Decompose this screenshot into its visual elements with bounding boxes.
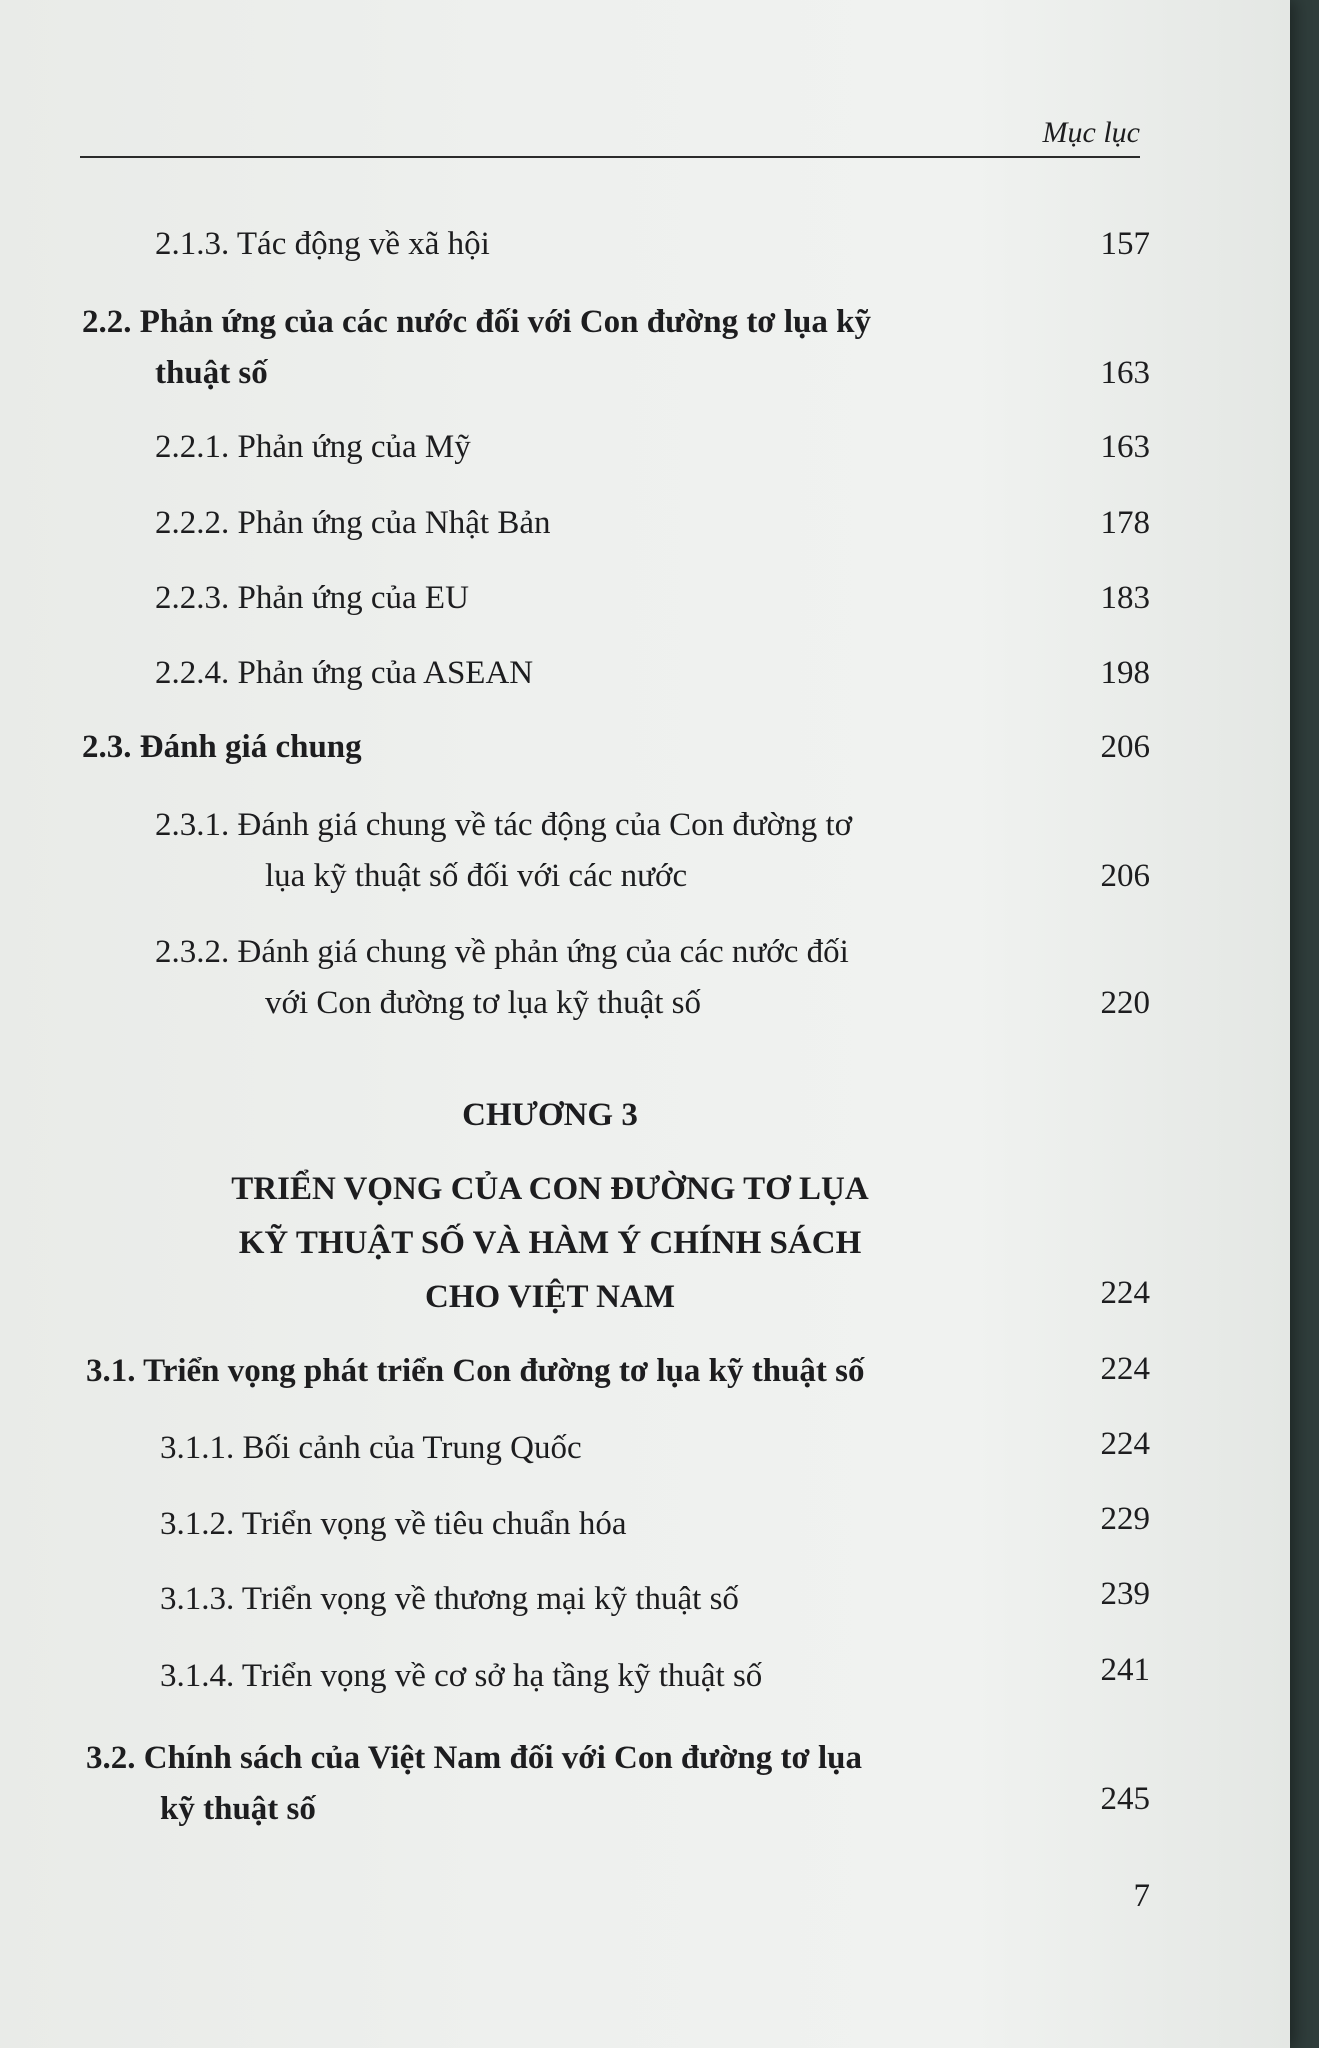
toc-entry-text: 2.2.4. Phản ứng của ASEAN: [155, 655, 534, 691]
toc-entry-text: 2.1.3. Tác động về xã hội: [155, 226, 490, 262]
toc-entry-text-line1: 2.3.1. Đánh giá chung về tác động của Con đường tơ: [155, 807, 853, 843]
toc-page-number: 163: [1100, 355, 1150, 391]
toc-page-number: 178: [1100, 505, 1150, 541]
toc-entry-text-line2: với Con đường tơ lụa kỹ thuật số: [265, 985, 701, 1021]
toc-page-number: 239: [1100, 1576, 1150, 1612]
toc-entry-2-2-1: [155, 422, 471, 473]
toc-section-2-2: [82, 297, 871, 399]
toc-entry-3-1-2: [160, 1499, 627, 1550]
toc-entry-2-1-3: [155, 219, 490, 270]
toc-entry-text-line2: kỹ thuật số: [160, 1791, 316, 1827]
toc-entry-text: 3.1.3. Triển vọng về thương mại kỹ thuật số: [160, 1581, 739, 1617]
toc-entry-text: 2.3. Đánh giá chung: [82, 729, 362, 765]
header-title: Mục lục: [1042, 116, 1140, 149]
toc-entry-2-3-1: [155, 800, 852, 902]
toc-entry-text: 3.1.1. Bối cảnh của Trung Quốc: [160, 1430, 582, 1466]
toc-page-number: 241: [1100, 1652, 1150, 1688]
toc-entry-2-2-2: [155, 498, 550, 549]
toc-entry-text-line1: 3.2. Chính sách của Việt Nam đối với Con đường tơ lụa: [86, 1740, 862, 1776]
toc-entry-2-2-4: [155, 648, 533, 699]
toc-page-number: 183: [1100, 580, 1150, 616]
toc-section-3-1: [86, 1346, 865, 1397]
toc-entry-text: 2.2.3. Phản ứng của EU: [155, 580, 469, 616]
toc-entry-text-line1: 2.2. Phản ứng của các nước đối với Con đường tơ lụa kỹ: [82, 304, 871, 340]
toc-entry-2-2-3: [155, 573, 469, 624]
toc-page-number: 245: [1100, 1781, 1150, 1817]
chapter-label: CHƯƠNG 3: [462, 1097, 638, 1133]
toc-entry-3-1-3: [160, 1574, 739, 1625]
toc-page-number: 229: [1100, 1501, 1150, 1537]
toc-section-2-3: [82, 722, 362, 773]
toc-entry-text: 2.2.1. Phản ứng của Mỹ: [155, 429, 471, 465]
toc-entry-text: 3.1.4. Triển vọng về cơ sở hạ tầng kỹ thuật số: [160, 1658, 763, 1694]
toc-page-number: 224: [1100, 1351, 1150, 1387]
toc-entry-text-line2: thuật số: [155, 355, 268, 391]
chapter-title-line1: TRIỂN VỌNG CỦA CON ĐƯỜNG TƠ LỤA: [231, 1171, 869, 1207]
toc-entry-text: 3.1.2. Triển vọng về tiêu chuẩn hóa: [160, 1506, 627, 1542]
toc-entry-2-3-2: [155, 927, 849, 1029]
toc-entry-text-line1: 2.3.2. Đánh giá chung về phản ứng của các nước đối: [155, 934, 849, 970]
toc-section-3-2: [86, 1733, 862, 1835]
toc-entry-text-line2: lụa kỹ thuật số đối với các nước: [265, 858, 688, 894]
toc-entry-3-1-1: [160, 1423, 582, 1474]
toc-entry-text: 2.2.2. Phản ứng của Nhật Bản: [155, 505, 551, 541]
toc-entry-text: 3.1. Triển vọng phát triển Con đường tơ lụa kỹ thuật số: [86, 1353, 865, 1389]
toc-page-number: 157: [1100, 226, 1150, 262]
chapter-title-line2: KỸ THUẬT SỐ VÀ HÀM Ý CHÍNH SÁCH: [238, 1225, 862, 1261]
toc-page-number: 220: [1100, 985, 1150, 1021]
toc-page-number: 198: [1100, 655, 1150, 691]
toc-page-number: 224: [1100, 1426, 1150, 1462]
chapter-title-line3: CHO VIỆT NAM: [425, 1279, 675, 1315]
toc-page-number: 206: [1100, 858, 1150, 894]
toc-entry-3-1-4: [160, 1651, 762, 1702]
toc-page-number: 224: [1100, 1275, 1150, 1311]
toc-page-number: 206: [1100, 729, 1150, 765]
page-number: 7: [1133, 1878, 1150, 1914]
toc-page-number: 163: [1100, 429, 1150, 465]
